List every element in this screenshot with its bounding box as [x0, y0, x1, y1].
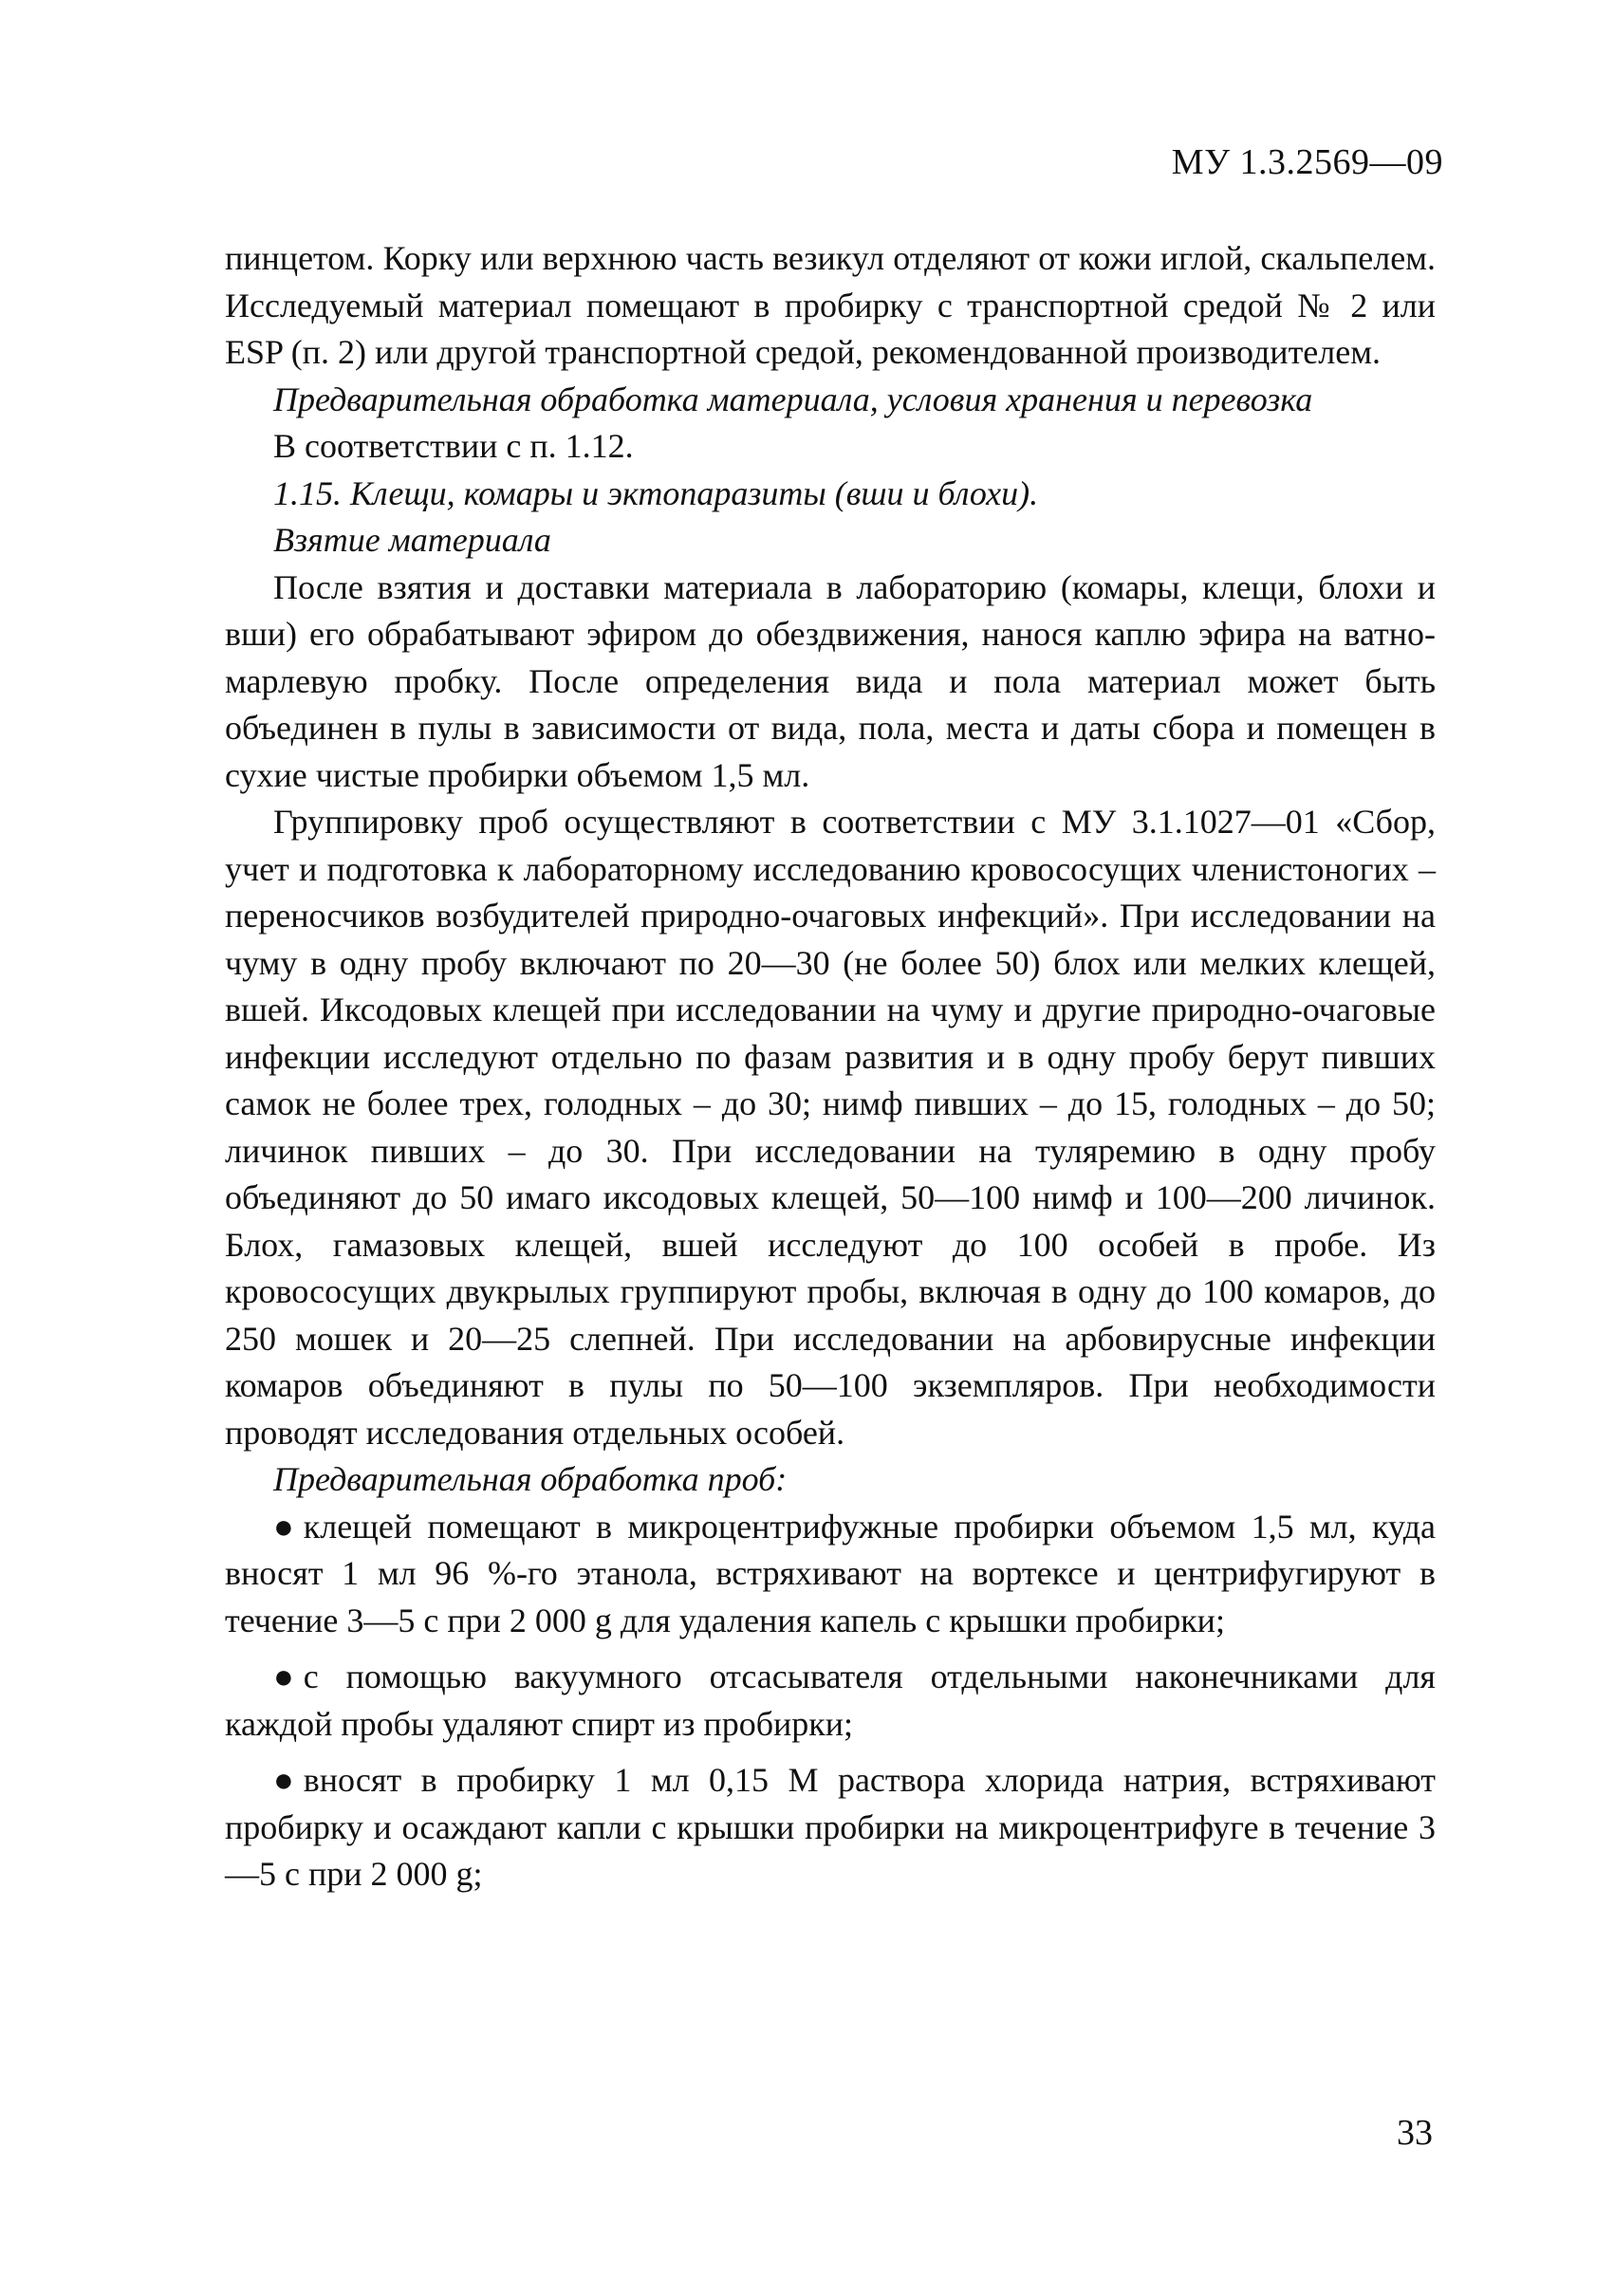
paragraph-reference: В соответствии с п. 1.12. — [273, 427, 634, 465]
bullet-icon: ● — [273, 1761, 294, 1799]
list-item-text: клещей помещают в микроцентрифужные пробирки объемом 1,5 мл, куда вносят 1 мл 96 %-го этанола, встряхивают на вортексе и центрифугируют в течение 3—5 с при 2 000 g для удаления капель с крышки пробирки; — [225, 1507, 1436, 1639]
bullet-icon: ● — [273, 1657, 294, 1695]
list-item — [225, 1654, 1436, 1748]
bullet-icon: ● — [273, 1507, 294, 1546]
section-heading-ticks-mosquitoes: 1.15. Клещи, комары и эктопаразиты (вши и блохи). — [273, 473, 1039, 512]
heading-sampling: Взятие материала — [273, 521, 551, 559]
heading-preprocessing-storage-transport: Предварительная обработка материала, условия хранения и перевозка — [273, 380, 1313, 418]
page-number: 33 — [1397, 2113, 1433, 2153]
paragraph-sample-grouping: Группировку проб осуществляют в соответствии с МУ 3.1.1027—01 «Сбор, учет и подготовка к лабораторному исследованию кровососущих членистоногих – переносчиков возбудителей природно-очаговых инфекций». При исследовании на чуму в одну пробу включают по 20—30 (не более 50) блох или мелких клещей, вшей. Иксодовых клещей при исследовании на чуму и другие природно-очаговые инфекции исследуют отдельно по фазам развития и в одну пробу берут пивших самок не более трех, голодных – до 30; нимф пивших – до 15, голодных – до 50; личинок пивших – до 30. При исследовании на туляремию в одну пробу объединяют до 50 имаго иксодовых клещей, 50—100 нимф и 100—200 личинок. Блох, гамазовых клещей, вшей исследуют до 100 особей в пробе. Из кровососущих двукрылых группируют пробы, включая в одну до 100 комаров, до 250 мошек и 20—25 слепней. При исследовании на арбовирусные инфекции комаров объединяют в пулы по 50—100 экземпляров. При необходимости проводят исследования отдельных особей. — [225, 803, 1436, 1452]
list-item — [225, 1757, 1436, 1898]
list-item-text: с помощью вакуумного отсасывателя отдельными наконечниками для каждой пробы удаляют спирт из пробирки; — [225, 1657, 1436, 1743]
document-code-header: МУ 1.3.2569—09 — [1171, 142, 1443, 182]
document-body — [225, 235, 1436, 1898]
list-item-text: вносят в пробирку 1 мл 0,15 М раствора хлорида натрия, встряхивают пробирку и осаждают капли с крышки пробирки на микроцентрифуге в течение 3—5 с при 2 000 g; — [225, 1761, 1436, 1893]
list-item — [225, 1504, 1436, 1645]
heading-sample-preprocessing: Предварительная обработка проб: — [273, 1460, 788, 1498]
paragraph-ether-treatment: После взятия и доставки материала в лабораторию (комары, клещи, блохи и вши) его обрабатывают эфиром до обездвижения, нанося каплю эфира на ватно-марлевую пробку. После определения вида и пола материал может быть объединен в пулы в зависимости от вида, пола, места и даты сбора и помещен в сухие чистые пробирки объемом 1,5 мл. — [225, 567, 1436, 794]
paragraph-sample-transport: пинцетом. Корку или верхнюю часть везикул отделяют от кожи иглой, скальпелем. Исследуемый материал помещают в пробирку с транспортной средой № 2 или ESP (п. 2) или другой транспортной средой, рекомендованной производителем. — [225, 239, 1436, 371]
